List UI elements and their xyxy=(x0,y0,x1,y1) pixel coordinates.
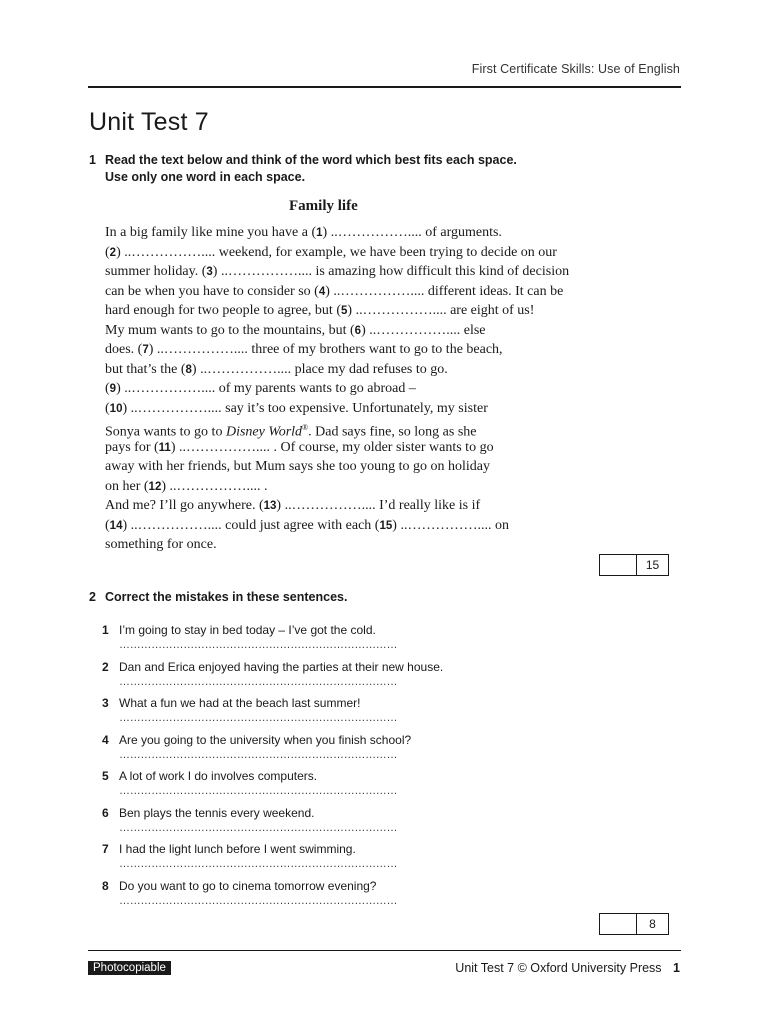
passage-text-segment: something for once. xyxy=(105,537,217,552)
passage-text-segment: ( xyxy=(105,517,110,533)
passage-line xyxy=(105,340,635,360)
answer-gap: ..…………….... xyxy=(220,264,312,279)
sentence-item xyxy=(102,660,462,697)
gap-number: 2 xyxy=(109,246,117,259)
passage-line xyxy=(105,379,635,399)
page-number: 1 xyxy=(673,961,680,975)
instruction-line: Use only one word in each space. xyxy=(105,170,306,184)
sentence-item xyxy=(102,769,462,806)
book-title: First Certificate Skills: Use of English xyxy=(471,62,680,76)
passage-text-segment: In a big family like mine you have a ( xyxy=(105,225,317,240)
answer-gap: ..…………….... xyxy=(130,517,222,533)
answer-line: …………………………………………………………………… xyxy=(119,748,398,761)
sentence-text: Do you want to go to cinema tomorrow evening? xyxy=(119,878,377,893)
gap-number: 3 xyxy=(206,266,213,278)
answer-gap: ..…………….... xyxy=(156,342,248,357)
gap-number: 7 xyxy=(142,344,149,356)
passage-text-segment: ) xyxy=(116,244,125,260)
answer-line: …………………………………………………………………… xyxy=(119,639,398,651)
question-1-instructions xyxy=(105,152,517,186)
score-box-q1 xyxy=(599,554,669,576)
passage-italic: Disney World xyxy=(225,424,303,440)
passage-line xyxy=(105,418,635,438)
answer-line: …………………………………………………………………… xyxy=(119,712,398,724)
answer-gap: ..…………….... xyxy=(333,283,425,299)
question-2-instruction: Correct the mistakes in these sentences. xyxy=(105,590,348,604)
passage-text-segment: And me? I’ll go anywhere. ( xyxy=(105,498,264,513)
passage-text-segment: of my parents wants to go abroad – xyxy=(215,381,416,396)
passage-text-segment: Sonya wants to go to xyxy=(105,424,226,440)
passage-text-segment: ) xyxy=(361,322,370,338)
answer-line: …………………………………………………………………… xyxy=(119,894,398,907)
answer-gap: ..…………….... xyxy=(130,400,222,416)
passage-line xyxy=(105,516,635,536)
gap-number: 9 xyxy=(109,383,117,395)
passage-text-segment: ( xyxy=(105,400,110,416)
sentence-text: What a fun we had at the beach last summer! xyxy=(119,696,361,710)
passage-text-segment: of arguments. xyxy=(421,225,502,240)
passage-title: Family life xyxy=(289,198,358,214)
passage-text-segment: say it’s too expensive. Unfortunately, my sister xyxy=(221,400,488,416)
gap-number: 8 xyxy=(185,363,192,376)
passage-text-segment: away with her friends, but Mum says she too young to go on holiday xyxy=(105,459,490,474)
gap-number: 1 xyxy=(316,227,323,239)
sentence-number: 5 xyxy=(102,769,109,783)
gap-number: 13 xyxy=(263,500,277,512)
sentence-number: 3 xyxy=(102,696,109,710)
passage-text-segment: on her ( xyxy=(105,478,149,494)
passage-line xyxy=(105,438,635,458)
passage-line xyxy=(105,223,635,243)
passage-line xyxy=(105,457,635,477)
passage-line xyxy=(105,477,635,497)
answer-gap: ..…………….... xyxy=(169,478,261,494)
instruction-line: Read the text below and think of the word which best fits each space. xyxy=(105,153,517,167)
sentence-list xyxy=(102,623,462,915)
sentence-text: I’m going to stay in bed today – I’ve got the cold. xyxy=(119,623,376,637)
score-blank xyxy=(600,555,637,575)
gap-number: 11 xyxy=(158,441,171,454)
passage-line xyxy=(105,282,635,302)
answer-gap: ..…………….... xyxy=(369,322,461,338)
score-total: 15 xyxy=(645,558,660,572)
passage-text-segment: could just agree with each ( xyxy=(221,517,380,533)
passage-text-segment: else xyxy=(460,322,486,338)
answer-gap: ..…………….... xyxy=(400,517,492,533)
passage-text-segment: hard enough for two people to agree, but ( xyxy=(105,303,341,318)
sentence-text: A lot of work I do involves computers. xyxy=(119,769,318,783)
registered-mark: ® xyxy=(302,423,309,432)
passage-text-segment: three of my brothers want to go to the beach, xyxy=(247,342,503,357)
passage-text-segment: summer holiday. ( xyxy=(105,264,207,279)
passage-text-segment: on xyxy=(491,517,509,533)
sentence-text: Are you going to the university when you finish school? xyxy=(119,732,412,747)
sentence-item xyxy=(102,733,462,770)
sentence-number: 7 xyxy=(102,842,109,856)
passage-line xyxy=(105,243,635,263)
sentence-number: 1 xyxy=(102,623,109,637)
answer-gap: ..…………….... xyxy=(355,303,447,318)
passage-text-segment: different ideas. It can be xyxy=(424,283,564,299)
passage-line xyxy=(105,496,635,516)
passage-text-segment: ) xyxy=(170,439,179,455)
gap-number: 14 xyxy=(109,519,123,532)
passage-text-segment: ) xyxy=(325,283,334,299)
passage-text-segment: . xyxy=(260,478,268,494)
answer-line: …………………………………………………………………… xyxy=(119,785,398,797)
answer-line: …………………………………………………………………… xyxy=(119,821,398,834)
sentence-text: Ben plays the tennis every weekend. xyxy=(119,805,315,820)
sentence-item xyxy=(102,842,462,879)
answer-gap: ..…………….... xyxy=(330,225,422,240)
answer-line: …………………………………………………………………… xyxy=(119,675,398,688)
footer-credit: Unit Test 7 © Oxford University Press xyxy=(455,961,662,975)
passage-text-segment: ) xyxy=(148,342,157,357)
passage-line xyxy=(105,262,635,282)
passage-line xyxy=(105,321,635,341)
passage-line xyxy=(105,535,635,555)
passage-text-segment: ) xyxy=(322,225,331,240)
gap-number: 15 xyxy=(379,519,393,532)
sentence-item xyxy=(102,623,462,660)
footer-rule xyxy=(88,950,681,951)
footer-credit-group xyxy=(455,961,680,975)
answer-gap: ..…………….... xyxy=(284,498,376,513)
answer-line: …………………………………………………………………… xyxy=(119,858,398,870)
passage-text-segment: . Dad says fine, so long as she xyxy=(308,424,477,440)
question-2-number: 2 xyxy=(89,590,96,604)
passage-text-segment: but that’s the ( xyxy=(105,361,186,377)
passage-text-segment: ) xyxy=(392,517,401,533)
photocopiable-badge: Photocopiable xyxy=(88,961,171,975)
gap-number: 12 xyxy=(148,480,162,493)
answer-gap: ..…………….... xyxy=(124,381,216,396)
gap-number: 10 xyxy=(109,402,123,415)
passage-text-segment: . Of course, my older sister wants to go xyxy=(270,439,494,455)
passage-text-segment: weekend, for example, we have been trying to decide on our xyxy=(215,244,557,260)
score-blank xyxy=(600,914,637,934)
passage-text-segment: are eight of us! xyxy=(446,303,535,318)
sentence-number: 8 xyxy=(102,878,109,893)
answer-gap: ..…………….... xyxy=(200,361,292,377)
passage-text-segment: pays for ( xyxy=(105,439,159,455)
score-box-q2 xyxy=(599,913,669,935)
passage-text-segment: does. ( xyxy=(105,342,143,357)
sentence-item xyxy=(102,696,462,733)
sentence-item xyxy=(102,879,462,916)
passage-line xyxy=(105,360,635,380)
passage-line xyxy=(105,399,635,419)
passage-line xyxy=(105,301,635,321)
sentence-item xyxy=(102,806,462,843)
gap-number: 6 xyxy=(354,324,362,337)
passage-text-segment: can be when you have to consider so ( xyxy=(105,283,319,299)
passage-text-segment: I’d really like is if xyxy=(375,498,481,513)
answer-gap: ..…………….... xyxy=(124,244,216,260)
header-rule xyxy=(88,86,681,88)
passage-text-segment: ) xyxy=(161,478,170,494)
passage-text-segment: is amazing how difficult this kind of decision xyxy=(311,264,570,279)
passage-text-segment: ) xyxy=(116,381,125,396)
score-total: 8 xyxy=(649,917,656,931)
passage-text-segment: ) xyxy=(347,303,356,318)
passage-text-segment: My mum wants to go to the mountains, but ( xyxy=(105,322,355,338)
question-1-number: 1 xyxy=(89,153,96,167)
sentence-text: Dan and Erica enjoyed having the parties at their new house. xyxy=(119,659,444,674)
answer-gap: ..…………….... xyxy=(179,439,270,455)
sentence-number: 6 xyxy=(102,805,109,820)
passage-text-segment: place my dad refuses to go. xyxy=(291,361,448,377)
gap-number: 5 xyxy=(340,305,348,317)
passage-text-segment: ) xyxy=(191,361,201,377)
gap-number: 4 xyxy=(318,285,326,298)
passage-text-segment: ( xyxy=(105,244,110,260)
passage-text xyxy=(105,223,635,555)
passage-text-segment: ) xyxy=(276,498,285,513)
passage-text-segment: ) xyxy=(122,517,131,533)
sentence-text: I had the light lunch before I went swimming. xyxy=(119,842,356,856)
page-title: Unit Test 7 xyxy=(89,108,209,136)
passage-text-segment: ) xyxy=(122,400,131,416)
passage-text-segment: ) xyxy=(212,264,221,279)
sentence-number: 4 xyxy=(102,732,109,747)
sentence-number: 2 xyxy=(102,659,109,674)
passage-text-segment: ( xyxy=(105,381,110,396)
